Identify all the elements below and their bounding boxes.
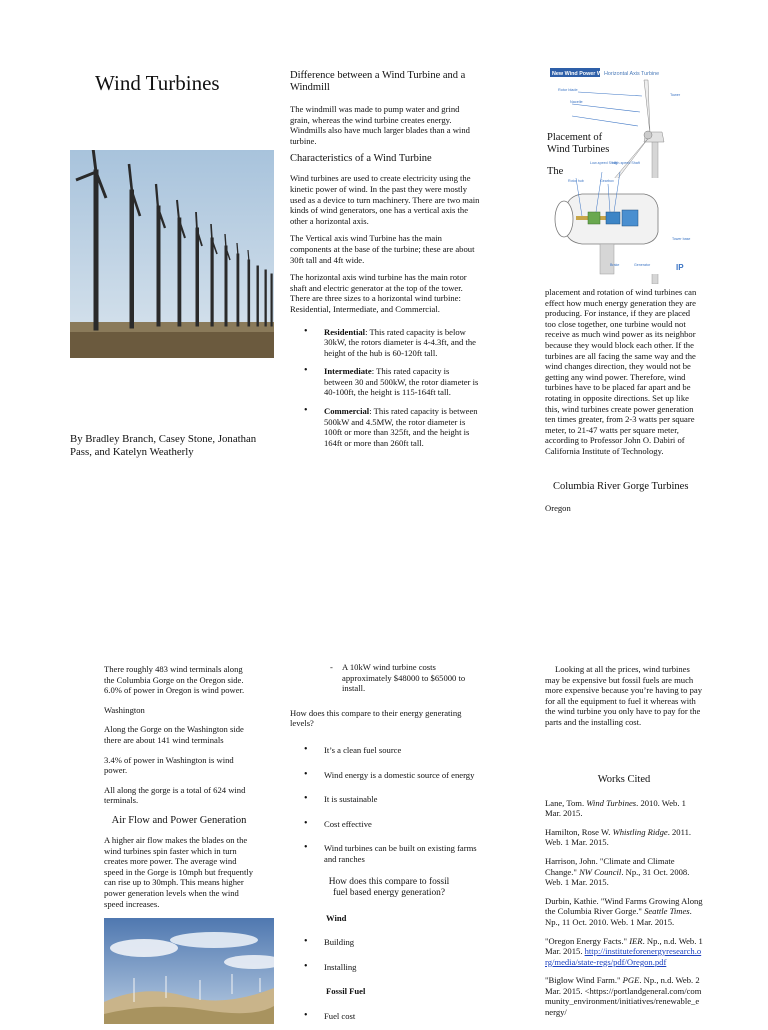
paragraph-washington-3: All along the gorge is a total of 624 wind terminals. <box>104 784 246 806</box>
list-item: • It is sustainable <box>324 794 480 805</box>
citation-text: . 2010. Web. 1 Mar. 2015. <box>545 797 686 819</box>
list-item: - A 10kW wind turbine costs approximately $48000 to $65000 to install. <box>342 662 480 694</box>
list-item <box>324 327 480 359</box>
citation-text: Lane, Tom. <box>545 797 587 808</box>
citation-text: . Np., 11 Oct. 2010. Web. 1 Mar. 2015. <box>545 906 692 927</box>
label-rotor-blade: Rotor blade <box>558 88 578 92</box>
heading-placement: Placement of Wind Turbines <box>547 132 617 156</box>
diagram-header-2: Horizontal Axis Turbine <box>604 71 660 77</box>
citation <box>545 896 703 928</box>
paragraph-placement: placement and rotation of wind turbines can effect how much energy generation they are producing. For instance, if they are placed too close together, one turbine would not receive as much wind power as its neighbor because they would block each other. If the turbines are all facing the same way and the wind changes direction, they would not be getting any wind power. Therefore, wind turbines have to be placed far apart and be rotating in opposite directions. Set up like this, wind turbines create power generation ten times greater, from 2-3 watts per square meter, to 21-47 watts per square meter, according to Professor John O. Dabiri of California Institute of Technology. <box>545 287 697 456</box>
heading-difference: Difference between a Wind Turbine and a Windmill <box>290 70 466 93</box>
label-nacelle: Nacelle <box>570 100 583 104</box>
paragraph-characteristics-1: Wind turbines are used to create electricity using the kinetic power of wind. In the past they were mostly used as a device to turn machinery. There are two main kinds of wind generators, one has a vertical axis the other a horizontal axis. <box>290 173 480 226</box>
size-text: : This rated capacity is below 30kW, the rotors diameter is 4-4.3ft, and the height of the hub is 60-120ft tall. <box>324 326 476 358</box>
list-item: • Installing <box>324 962 480 973</box>
wind-cost-list <box>290 937 480 972</box>
citation <box>545 856 703 888</box>
authors: By Bradley Branch, Casey Stone, Jonathan Pass, and Katelyn Weatherly <box>70 433 257 458</box>
label-rotor-hub: Rotor hub <box>568 179 584 183</box>
benefits-list <box>290 745 480 865</box>
label-generator: Generator <box>634 263 651 267</box>
diagram-logo: IP <box>676 263 684 272</box>
size-text: : This rated capacity is between 30 and 500kW, the rotor diameter is 40-100ft, the height is 115-164ft tall. <box>324 366 479 398</box>
paragraph-prices: Looking at all the prices, wind turbines may be expensive but fossil fuels are much more expensive because you’re having to pay for all the equipment to fuel it whereas with the wind turbine you only have to pay for the parts and the installing cost. <box>545 664 703 727</box>
paragraph-terminals: There roughly 483 wind terminals along the Columbia Gorge on the Oregon side. 6.0% of power in Oregon is wind power. <box>104 664 245 696</box>
label-tower-base: Tower base <box>672 237 691 241</box>
list-item: • Building <box>324 937 480 948</box>
citation-text: "Biglow Wind Farm." <box>545 975 623 986</box>
label-high-speed-shaft: High-speed Shaft <box>612 161 640 165</box>
citation-list <box>545 798 703 1018</box>
size-label: Intermediate <box>324 366 372 377</box>
citation-text: . Np., 31 Oct. 2008. Web. 1 Mar. 2015. <box>545 866 690 888</box>
fossil-cost-list <box>290 1011 480 1022</box>
heading-airflow: Air Flow and Power Generation <box>111 814 247 826</box>
label-brake: Brake <box>610 263 620 267</box>
size-label: Commercial <box>324 406 370 417</box>
turbine-field-photo <box>70 150 274 358</box>
label-fossil-fuel: Fossil Fuel <box>326 986 366 997</box>
citation <box>545 975 703 1017</box>
citation-text: Harrison, John. "Climate and Climate Change." <box>545 855 675 877</box>
list-item: • Fuel cost <box>324 1011 480 1022</box>
page-title: Wind Turbines <box>95 71 220 95</box>
citation-link[interactable]: http://instituteforenergyresearch.org/media/state-regs/pdf/Oregon.pdf <box>545 946 702 967</box>
paragraph-characteristics-2: The Vertical axis wind Turbine has the main components at the base of the turbine; these are about 30ft tall and 4ft wide. <box>290 233 475 265</box>
label-washington: Washington <box>104 704 145 715</box>
label-low-speed-shaft: Low-speed Shaft <box>590 161 617 165</box>
turbine-diagram <box>548 66 700 284</box>
citation <box>545 798 703 819</box>
citation-text: "Oregon Energy Facts." <box>545 935 630 946</box>
citation-text: . Np., n.d. Web. 1 Mar. 2015. <box>545 935 703 957</box>
list-item: • Cost effective <box>324 819 480 830</box>
heading-characteristics: Characteristics of a Wind Turbine <box>290 153 432 165</box>
heading-columbia: Columbia River Gorge Turbines <box>553 481 689 492</box>
citation-text: Hamilton, Rose W. <box>545 826 613 837</box>
size-text: : This rated capacity is between 500kW and 4.5MW, the rotor diameter is 100ft or more than 325ft, and the height is 164ft or more than 260ft tall. <box>324 406 478 448</box>
list-item: • Wind turbines can be built on existing farms and ranches <box>324 843 480 864</box>
placement-lead-word: The <box>547 166 564 177</box>
citation-text: . Np., n.d. Web. 2 Mar. 2015. <https://portlandgeneral.com/community_environment/initiatives/renewable_energy/ <box>545 975 702 1018</box>
list-item <box>324 406 480 448</box>
cost-list <box>290 662 480 694</box>
paragraph-difference: The windmill was made to pump water and grind grain, whereas the wind turbine creates energy. Windmills also have much larger blades than a wind turbine. <box>290 104 470 146</box>
citation-title: IER <box>629 935 643 946</box>
citation <box>545 936 703 968</box>
paragraph-characteristics-3: The horizontal axis wind turbine has the main rotor shaft and electric generator at the top of the tower. There are three sizes to a horizontal wind turbine: Residential, Intermediate, and Commercial. <box>290 272 467 314</box>
question-generating-levels: How does this compare to their energy generating levels? <box>290 707 462 729</box>
paragraph-washington-2: 3.4% of power in Washington is wind power. <box>104 754 234 776</box>
citation-text: . 2011. Web. 1 Mar. 2015. <box>545 826 692 848</box>
citation-title: PGE <box>622 975 640 986</box>
paragraph-washington-1: Along the Gorge on the Washington side there are about 141 wind terminals <box>104 724 244 745</box>
list-item <box>324 366 480 398</box>
list-item: • It’s a clean fuel source <box>324 745 480 756</box>
gorge-photo <box>104 918 274 1024</box>
question-fossil-fuel: How does this compare to fossil fuel based energy generation? <box>328 876 450 898</box>
label-gearbox: Gearbox <box>600 179 614 183</box>
label-oregon: Oregon <box>545 503 571 513</box>
heading-works-cited: Works Cited <box>597 773 651 785</box>
size-label: Residential <box>324 326 366 337</box>
paragraph-airflow: A higher air flow makes the blades on the wind turbines spin faster which in turn creates more power. The average wind speed in the Gorge is 10mph but frequently can rise up to 30mph. This means higher power generation levels when the wind speed increases. <box>104 834 254 909</box>
diagram-header: New Wind Power Works <box>552 71 614 77</box>
citation <box>545 827 703 848</box>
list-item: • Wind energy is a domestic source of energy <box>324 770 480 781</box>
citation-title: NW Council <box>579 866 622 877</box>
citation-title: Whistling Ridge <box>612 826 668 837</box>
citation-text: Durbin, Kathie. "Wind Farms Growing Along the Columbia River Gorge." <box>545 895 703 917</box>
citation-title: Wind Turbines <box>586 797 637 808</box>
label-wind: Wind <box>326 912 347 923</box>
turbine-size-list <box>290 327 480 449</box>
citation-title: Seattle Times <box>644 906 690 917</box>
label-tower: Tower <box>670 93 681 97</box>
